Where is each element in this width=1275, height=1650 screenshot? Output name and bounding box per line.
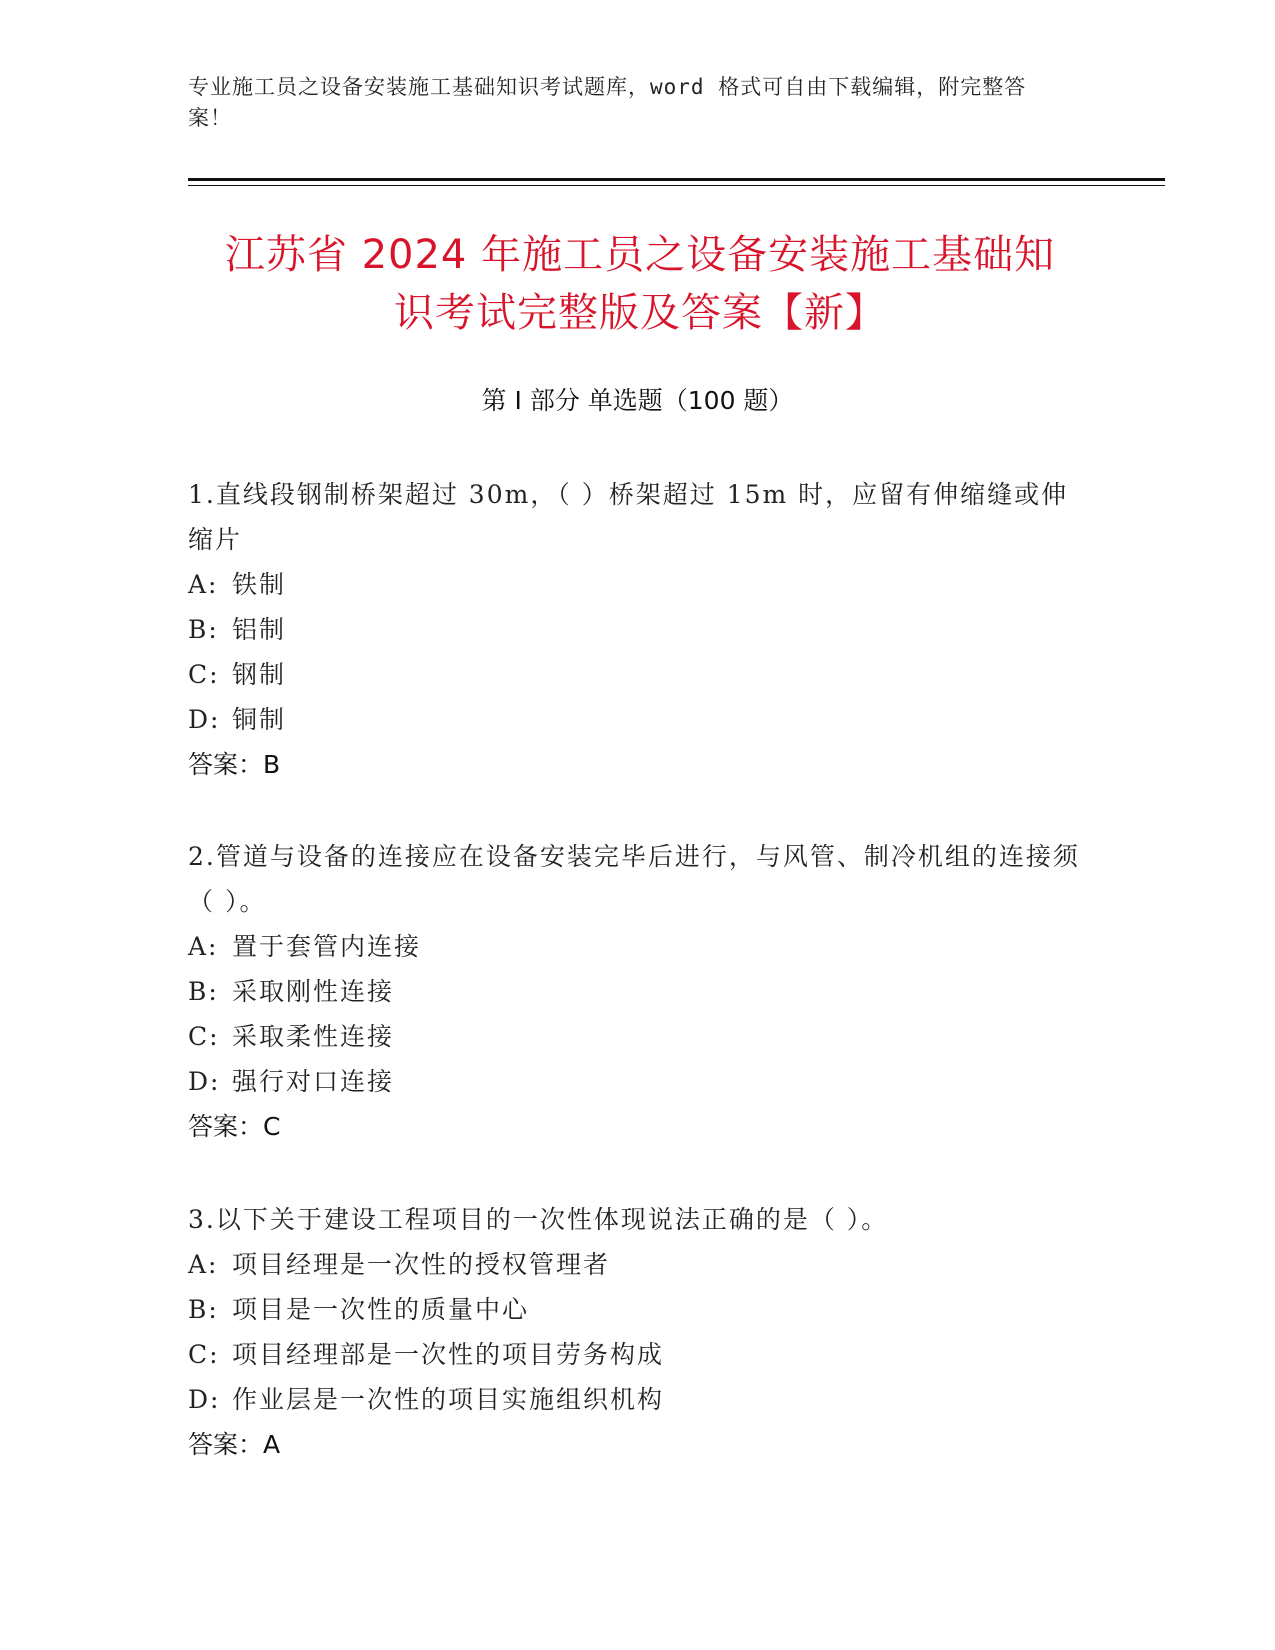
option-text: 钢制 [232, 660, 287, 689]
option-text: 铝制 [232, 615, 287, 644]
option-text: 铜制 [232, 705, 287, 734]
option-text: 项目经理部是一次性的项目劳务构成 [232, 1340, 665, 1369]
question-2 [188, 834, 1088, 1149]
option-a [188, 1242, 1088, 1287]
document-title-line-1: 江苏省 2024 年施工员之设备安装施工基础知 [224, 232, 1056, 278]
option-letter: D: [188, 1067, 221, 1096]
option-letter: C: [188, 660, 220, 689]
option-text: 铁制 [232, 570, 287, 599]
option-b [188, 607, 1088, 652]
option-letter: D: [188, 1385, 221, 1414]
option-a [188, 562, 1088, 607]
question-stem: 3.以下关于建设工程项目的一次性体现说法正确的是（ ）。 [188, 1205, 889, 1234]
header-divider-thick [188, 178, 1165, 181]
option-text: 强行对口连接 [232, 1067, 395, 1096]
option-letter: B: [188, 1295, 219, 1324]
option-letter: A: [188, 570, 219, 599]
option-c [188, 652, 1088, 697]
option-letter: A: [188, 932, 219, 961]
option-text: 采取刚性连接 [232, 977, 395, 1006]
option-letter: C: [188, 1340, 220, 1369]
option-b [188, 1287, 1088, 1332]
document-title-line-2: 识考试完整版及答案【新】 [394, 290, 886, 336]
option-a [188, 924, 1088, 969]
option-d [188, 1377, 1088, 1422]
option-letter: B: [188, 615, 219, 644]
question-1 [188, 472, 1088, 787]
section-title: 第 I 部分 单选题（100 题） [481, 386, 794, 415]
option-d [188, 697, 1088, 742]
document-title [150, 226, 1130, 342]
option-letter: C: [188, 1022, 220, 1051]
option-text: 采取柔性连接 [232, 1022, 395, 1051]
option-letter: A: [188, 1250, 219, 1279]
option-c [188, 1332, 1088, 1377]
answer: 答案：C [188, 1112, 281, 1141]
question-3 [188, 1197, 1088, 1467]
question-stem: 1.直线段钢制桥架超过 30m，（ ）桥架超过 15m 时，应留有伸缩缝或伸缩片 [188, 480, 1069, 554]
option-text: 置于套管内连接 [232, 932, 422, 961]
option-text: 项目是一次性的质量中心 [232, 1295, 530, 1324]
question-stem: 2.管道与设备的连接应在设备安装完毕后进行，与风管、制冷机组的连接须（ ）。 [188, 842, 1080, 916]
option-b [188, 969, 1088, 1014]
option-letter: B: [188, 977, 219, 1006]
option-c [188, 1014, 1088, 1059]
answer: 答案：B [188, 750, 281, 779]
header-divider-thin [188, 185, 1165, 186]
answer: 答案：A [188, 1430, 281, 1459]
option-text: 作业层是一次性的项目实施组织机构 [232, 1385, 665, 1414]
option-d [188, 1059, 1088, 1104]
header-note: 专业施工员之设备安装施工基础知识考试题库，word 格式可自由下载编辑，附完整答案！ [188, 75, 1027, 130]
option-text: 项目经理是一次性的授权管理者 [232, 1250, 611, 1279]
option-letter: D: [188, 705, 221, 734]
